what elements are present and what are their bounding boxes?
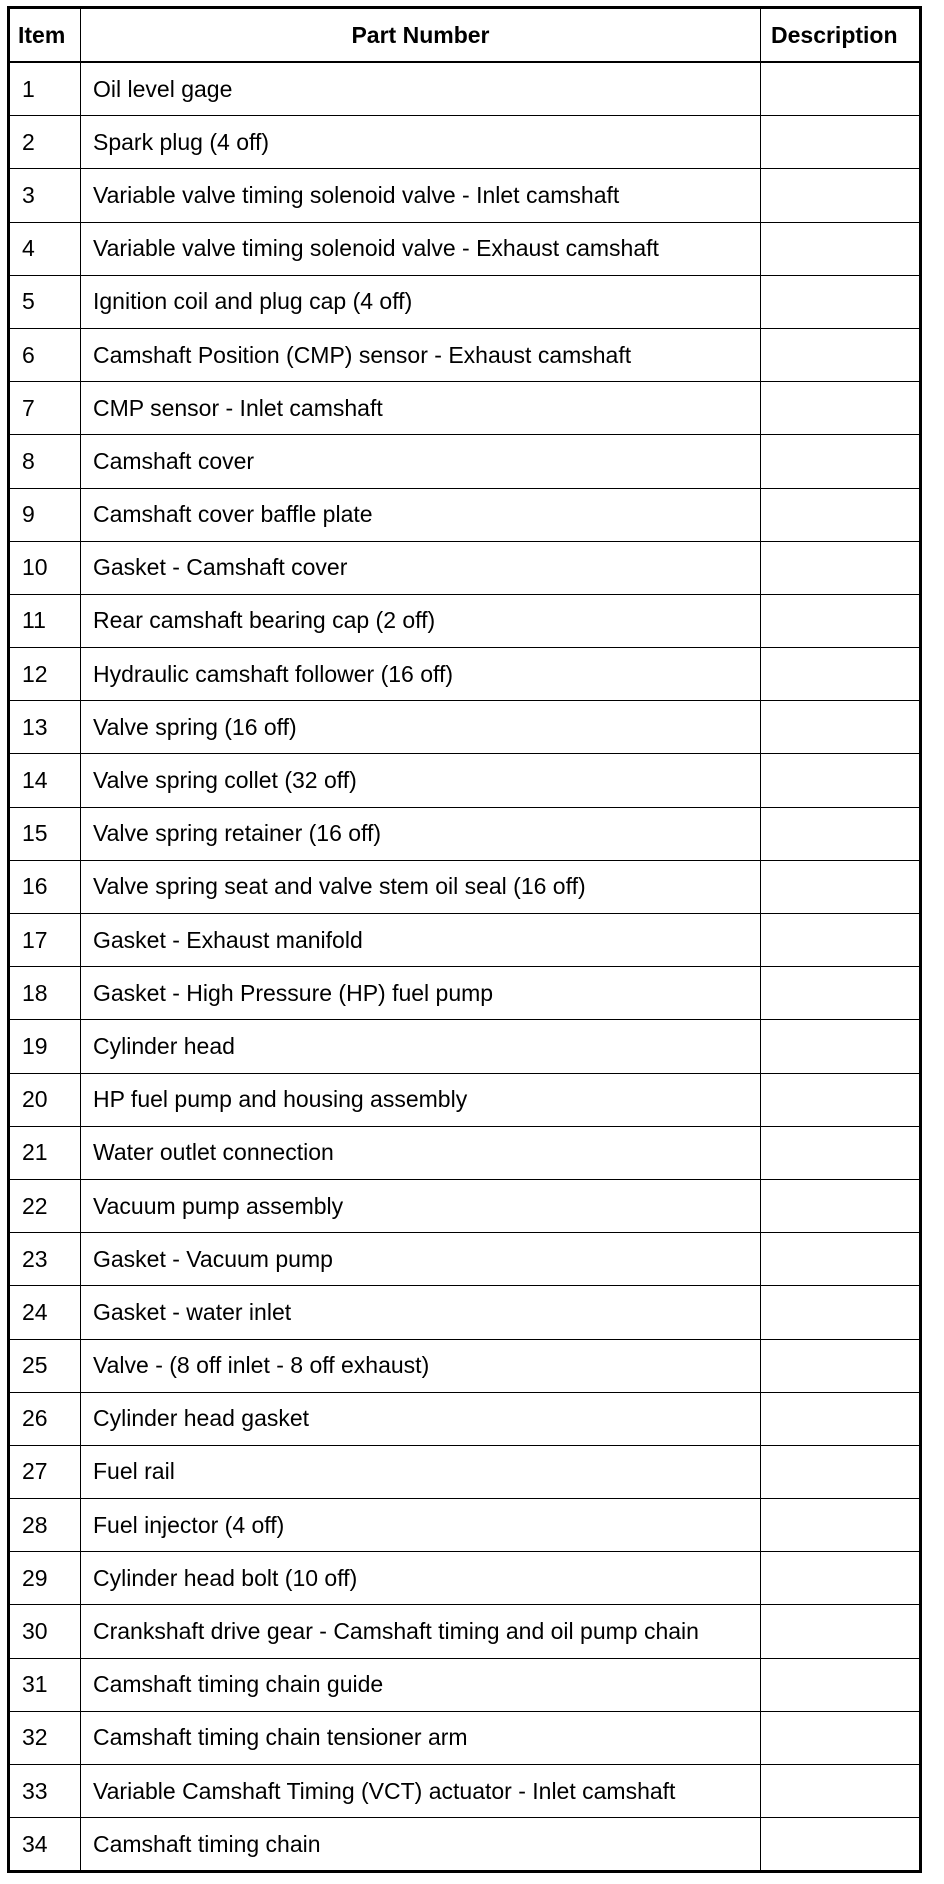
table-row xyxy=(9,275,921,328)
part-number-cell: Water outlet connection xyxy=(81,1126,761,1179)
item-cell: 13 xyxy=(9,701,81,754)
item-cell: 12 xyxy=(9,648,81,701)
item-cell: 32 xyxy=(9,1711,81,1764)
description-cell xyxy=(761,807,921,860)
parts-table xyxy=(7,6,922,1873)
description-cell xyxy=(761,1711,921,1764)
item-cell: 3 xyxy=(9,169,81,222)
item-cell: 33 xyxy=(9,1765,81,1818)
table-row xyxy=(9,701,921,754)
part-number-cell: Crankshaft drive gear - Camshaft timing and oil pump chain xyxy=(81,1605,761,1658)
part-number-cell: Hydraulic camshaft follower (16 off) xyxy=(81,648,761,701)
part-number-cell: Cylinder head bolt (10 off) xyxy=(81,1552,761,1605)
part-number-cell: Vacuum pump assembly xyxy=(81,1179,761,1232)
item-cell: 1 xyxy=(9,62,81,116)
table-row xyxy=(9,1020,921,1073)
part-number-cell: HP fuel pump and housing assembly xyxy=(81,1073,761,1126)
item-cell: 2 xyxy=(9,116,81,169)
table-row xyxy=(9,967,921,1020)
part-number-cell: Gasket - High Pressure (HP) fuel pump xyxy=(81,967,761,1020)
item-cell: 27 xyxy=(9,1445,81,1498)
item-cell: 18 xyxy=(9,967,81,1020)
part-number-cell: Camshaft timing chain guide xyxy=(81,1658,761,1711)
item-cell: 19 xyxy=(9,1020,81,1073)
description-cell xyxy=(761,1392,921,1445)
description-cell xyxy=(761,1605,921,1658)
part-number-cell: Gasket - Vacuum pump xyxy=(81,1233,761,1286)
description-cell xyxy=(761,62,921,116)
table-row xyxy=(9,594,921,647)
part-number-cell: Valve spring collet (32 off) xyxy=(81,754,761,807)
part-number-cell: CMP sensor - Inlet camshaft xyxy=(81,382,761,435)
item-cell: 15 xyxy=(9,807,81,860)
table-row xyxy=(9,1605,921,1658)
table-row xyxy=(9,382,921,435)
table-row xyxy=(9,488,921,541)
part-number-cell: Camshaft timing chain tensioner arm xyxy=(81,1711,761,1764)
description-cell xyxy=(761,1765,921,1818)
description-cell xyxy=(761,488,921,541)
item-cell: 23 xyxy=(9,1233,81,1286)
table-row xyxy=(9,648,921,701)
table-row xyxy=(9,860,921,913)
description-cell xyxy=(761,328,921,381)
table-row xyxy=(9,1233,921,1286)
part-number-cell: Spark plug (4 off) xyxy=(81,116,761,169)
description-cell xyxy=(761,1126,921,1179)
description-cell xyxy=(761,1445,921,1498)
item-cell: 5 xyxy=(9,275,81,328)
part-number-cell: Cylinder head gasket xyxy=(81,1392,761,1445)
table-row xyxy=(9,435,921,488)
header-row xyxy=(9,8,921,63)
description-cell xyxy=(761,1552,921,1605)
table-row xyxy=(9,328,921,381)
description-cell xyxy=(761,754,921,807)
description-cell xyxy=(761,701,921,754)
description-cell xyxy=(761,169,921,222)
part-number-cell: Camshaft cover xyxy=(81,435,761,488)
table-row xyxy=(9,1711,921,1764)
item-cell: 31 xyxy=(9,1658,81,1711)
item-cell: 34 xyxy=(9,1818,81,1872)
item-cell: 11 xyxy=(9,594,81,647)
description-cell xyxy=(761,648,921,701)
description-cell xyxy=(761,1233,921,1286)
table-row xyxy=(9,1339,921,1392)
table-row xyxy=(9,807,921,860)
table-row xyxy=(9,1552,921,1605)
description-cell xyxy=(761,594,921,647)
description-cell xyxy=(761,914,921,967)
table-row xyxy=(9,1179,921,1232)
part-number-cell: Cylinder head xyxy=(81,1020,761,1073)
description-cell xyxy=(761,1073,921,1126)
table-row xyxy=(9,116,921,169)
part-number-cell: Gasket - Exhaust manifold xyxy=(81,914,761,967)
part-number-cell: Variable Camshaft Timing (VCT) actuator - Inlet camshaft xyxy=(81,1765,761,1818)
table-row xyxy=(9,1073,921,1126)
table-header xyxy=(9,8,921,63)
part-number-cell: Oil level gage xyxy=(81,62,761,116)
table-row xyxy=(9,1818,921,1872)
item-cell: 20 xyxy=(9,1073,81,1126)
table-row xyxy=(9,62,921,116)
item-cell: 28 xyxy=(9,1499,81,1552)
description-cell xyxy=(761,116,921,169)
part-number-cell: Gasket - Camshaft cover xyxy=(81,541,761,594)
item-cell: 7 xyxy=(9,382,81,435)
item-cell: 8 xyxy=(9,435,81,488)
description-cell xyxy=(761,1658,921,1711)
table-row xyxy=(9,1286,921,1339)
table-body xyxy=(9,62,921,1872)
item-cell: 16 xyxy=(9,860,81,913)
item-cell: 22 xyxy=(9,1179,81,1232)
description-cell xyxy=(761,435,921,488)
description-cell xyxy=(761,382,921,435)
table-row xyxy=(9,914,921,967)
part-number-cell: Fuel rail xyxy=(81,1445,761,1498)
table-row xyxy=(9,1658,921,1711)
item-cell: 24 xyxy=(9,1286,81,1339)
item-cell: 6 xyxy=(9,328,81,381)
part-number-cell: Rear camshaft bearing cap (2 off) xyxy=(81,594,761,647)
part-number-cell: Valve spring (16 off) xyxy=(81,701,761,754)
part-number-cell: Variable valve timing solenoid valve - Inlet camshaft xyxy=(81,169,761,222)
table-row xyxy=(9,222,921,275)
part-number-cell: Valve - (8 off inlet - 8 off exhaust) xyxy=(81,1339,761,1392)
description-column-header: Description xyxy=(761,8,921,63)
table-row xyxy=(9,1126,921,1179)
part-number-cell: Camshaft cover baffle plate xyxy=(81,488,761,541)
description-cell xyxy=(761,275,921,328)
description-cell xyxy=(761,1179,921,1232)
item-cell: 14 xyxy=(9,754,81,807)
description-cell xyxy=(761,860,921,913)
description-cell xyxy=(761,1286,921,1339)
description-cell xyxy=(761,1499,921,1552)
table-row xyxy=(9,1765,921,1818)
item-cell: 9 xyxy=(9,488,81,541)
description-cell xyxy=(761,967,921,1020)
part-number-cell: Gasket - water inlet xyxy=(81,1286,761,1339)
table-row xyxy=(9,1445,921,1498)
part-number-column-header: Part Number xyxy=(81,8,761,63)
part-number-cell: Camshaft Position (CMP) sensor - Exhaust camshaft xyxy=(81,328,761,381)
item-cell: 30 xyxy=(9,1605,81,1658)
part-number-cell: Camshaft timing chain xyxy=(81,1818,761,1872)
part-number-cell: Variable valve timing solenoid valve - Exhaust camshaft xyxy=(81,222,761,275)
part-number-cell: Valve spring seat and valve stem oil seal (16 off) xyxy=(81,860,761,913)
description-cell xyxy=(761,1020,921,1073)
item-cell: 4 xyxy=(9,222,81,275)
item-cell: 25 xyxy=(9,1339,81,1392)
description-cell xyxy=(761,1818,921,1872)
part-number-cell: Valve spring retainer (16 off) xyxy=(81,807,761,860)
item-cell: 21 xyxy=(9,1126,81,1179)
description-cell xyxy=(761,1339,921,1392)
item-cell: 10 xyxy=(9,541,81,594)
table-row xyxy=(9,1499,921,1552)
table-row xyxy=(9,541,921,594)
item-cell: 17 xyxy=(9,914,81,967)
item-cell: 26 xyxy=(9,1392,81,1445)
item-cell: 29 xyxy=(9,1552,81,1605)
table-row xyxy=(9,169,921,222)
part-number-cell: Ignition coil and plug cap (4 off) xyxy=(81,275,761,328)
item-column-header: Item xyxy=(9,8,81,63)
table-row xyxy=(9,754,921,807)
table-row xyxy=(9,1392,921,1445)
description-cell xyxy=(761,541,921,594)
description-cell xyxy=(761,222,921,275)
part-number-cell: Fuel injector (4 off) xyxy=(81,1499,761,1552)
